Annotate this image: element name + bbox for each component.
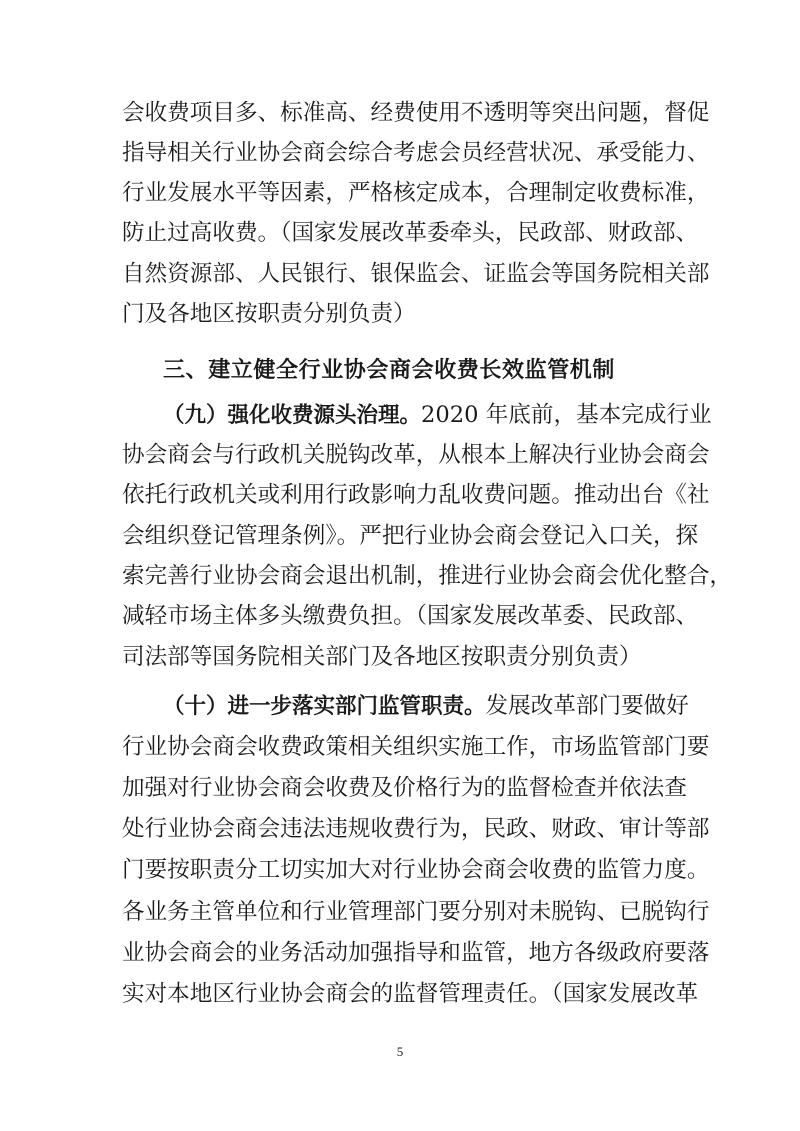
paragraph-line: 司法部等国务院相关部门及各地区按职责分别负责） (122, 644, 642, 670)
paragraph-line: 门及各地区按职责分别负责） (122, 301, 416, 327)
paragraph-line: 加强对行业协会商会收费及价格行为的监督检查并依法查 (122, 775, 687, 801)
paragraph-line: 会收费项目多、标准高、经费使用不透明等突出问题，督促 (122, 100, 710, 126)
item9-first-line-text: 2020 年底前，基本完成行业 (421, 402, 712, 428)
item10-title: （十）进一步落实部门监管职责。 (163, 694, 486, 719)
paragraph-line: 协会商会与行政机关脱钩改革，从根本上解决行业协会商会 (122, 442, 710, 468)
paragraph-line: 索完善行业协会商会退出机制，推进行业协会商会优化整合， (122, 563, 733, 589)
paragraph-line: 行业协会商会收费政策相关组织实施工作，市场监管部门要 (122, 734, 710, 760)
item10-first-line (163, 687, 689, 725)
paragraph-line: 减轻市场主体多头缴费负担。（国家发展改革委、民政部、 (122, 603, 699, 629)
paragraph-line: 处行业协会商会违法违规收费行为，民政、财政、审计等部 (122, 816, 710, 842)
paragraph-line: 指导相关行业协会商会综合考虑会员经营状况、承受能力、 (122, 140, 710, 166)
paragraph-line: 防止过高收费。（国家发展改革委牵头，民政部、财政部、 (122, 220, 699, 246)
paragraph-line: 依托行政机关或利用行政影响力乱收费问题。推动出台《社 (122, 482, 710, 508)
paragraph-line: 实对本地区行业协会商会的监督管理责任。（国家发展改革 (122, 981, 699, 1007)
paragraph-line: 门要按职责分工切实加大对行业协会商会收费的监管力度。 (122, 857, 710, 883)
paragraph-line: 行业发展水平等因素，严格核定成本，合理制定收费标准， (122, 180, 710, 206)
paragraph-line: 自然资源部、人民银行、银保监会、证监会等国务院相关部 (122, 261, 710, 287)
paragraph-line: 会组织登记管理条例》。严把行业协会商会登记入口关，探 (122, 523, 699, 549)
page-number: 5 (396, 1044, 404, 1059)
paragraph-line: 业协会商会的业务活动加强指导和监管，地方各级政府要落 (122, 940, 710, 966)
item10-first-line-text: 发展改革部门要做好 (485, 693, 689, 719)
item9-first-line (163, 396, 712, 434)
paragraph-line: 各业务主管单位和行业管理部门要分别对未脱钩、已脱钩行 (122, 899, 710, 925)
section-heading: 三、建立健全行业协会商会收费长效监管机制 (163, 358, 616, 383)
item9-title: （九）强化收费源头治理。 (163, 403, 422, 428)
